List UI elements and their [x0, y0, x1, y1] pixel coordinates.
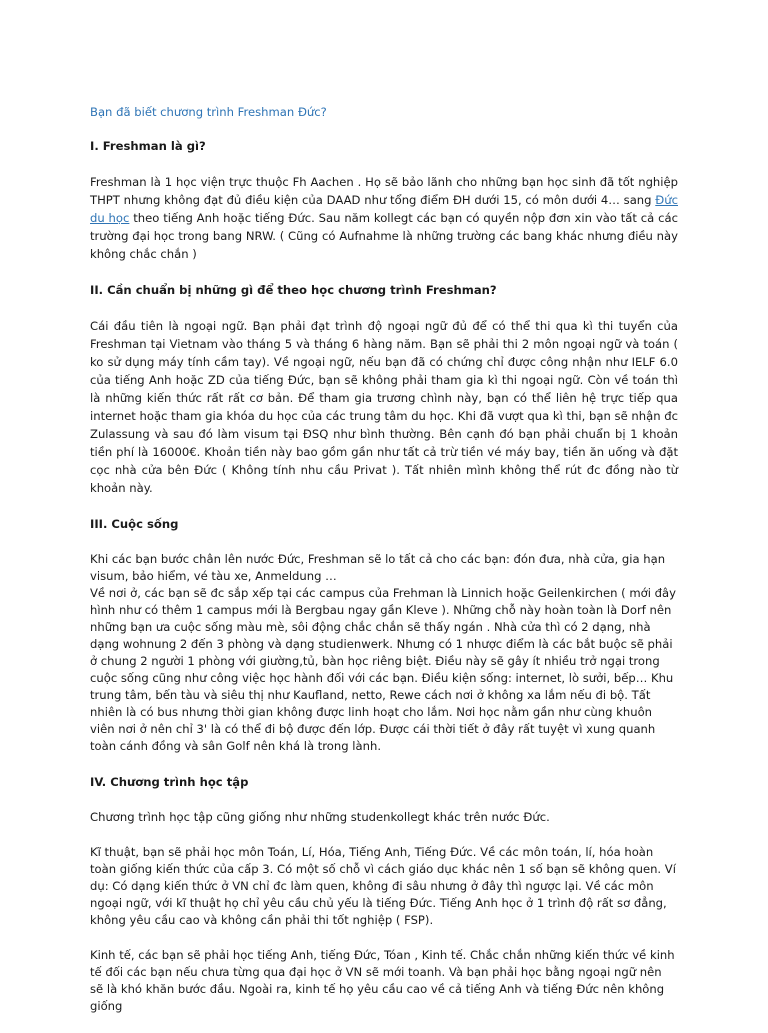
section-paragraph-study-intro: Chương trình học tập cũng giống như những studenkollegt khác trên nước Đức.	[90, 810, 550, 824]
section-paragraph-study-economics: Kinh tế, các bạn sẽ phải học tiếng Anh, tiếng Đức, Tóan , Kinh tế. Chắc chắn những kiến thức về kinh tế đối các bạn nếu chưa từng qua đại học ở VN sẽ mới toanh. Và bạn phải học bằng ngoại ngữ nên sẽ là khó khăn bước đầu. Ngoài ra, kinh tế họ yêu cầu cao về cả tiếng Anh và tiếng Đức nên không giống	[90, 948, 675, 1013]
paragraph-text: Về nơi ở, các bạn sẽ đc sắp xếp tại các campus của Frehman là Linnich hoặc Geilenkirchen ( mới đây hình như có thêm 1 campus mới là Bergbau ngay gần Kleve ). Những chỗ này hoàn toàn là Dorf nên những bạn ưa cuộc sống màu mè, sôi động chắc chắn sẽ thấy ngán . Nhà cửa thì có 2 dạng, nhà dạng wohnung 2 đến 3 phòng và dạng studienwerk. Nhưng có 1 nhược điểm là các bắt buộc sẽ phải ở chung 2 người 1 phòng với giường,tủ, bàn học riêng biệt. Điều này sẽ gây ít nhiều trở ngại trong cuộc sống cũng như công việc học hành đối với các bạn. Điều kiện sống: internet, lò sưởi, bếp… Khu trung tâm, bến tàu và siêu thị như Kaufland, netto, Rewe cách nơi ở không xa lắm nếu đi bộ. Tất nhiên là có bus nhưng thời gian không được linh hoạt cho lắm. Nơi học nằm gần như cùng khuôn viên nơi ở nên chỉ 3' là có thể đi bộ được đến lớp. Được cái thời tiết ở đây rất tuyệt vì xung quanh toàn cánh đồng và sân Golf nên khá là trong lành.	[90, 586, 676, 753]
section-paragraph-preparation: Cái đầu tiên là ngoại ngữ. Bạn phải đạt trình độ ngoại ngữ đủ để có thể thi qua kì thi tuyển của Freshman tại Vietnam vào tháng 5 và tháng 6 hàng năm. Bạn sẽ phải thi 2 môn ngoại ngữ và toán ( ko sử dụng máy tính cầm tay). Về ngoại ngữ, nếu bạn đã có chứng chỉ được công nhận như IELF 6.0 của tiếng Anh hoặc ZD của tiếng Đức, bạn sẽ không phải tham gia kì thi ngoại ngữ. Còn về toán thì là những kiến thức rất rất cơ bản. Để tham gia trương chình này, bạn có thể liên hệ trực tiếp qua internet hoặc tham gia khóa du học của các trung tâm du học. Khi đã vượt qua kì thi, bạn sẽ nhận đc Zulassung và sau đó làm visum tại ĐSQ như bình thường. Bên cạnh đó bạn phải chuẩn bị 1 khoản tiền phí là 16000€. Khoản tiền này bao gồm gần như tất cả trừ tiền vé máy bay, tiền ăn uống và đặt cọc nhà cửa bên Đức ( Không tính nhu cầu Privat ). Tất nhiên mình không thể rút đc đồng nào từ khoản này.	[90, 319, 678, 495]
paragraph-text: theo tiếng Anh hoặc tiếng Đức. Sau năm kollegt các bạn có quyền nộp đơn xin vào tất cả các trường đại học trong bang NRW. ( Cũng có Aufnahme là những trường các bang khác nhưng điều này không chắc chắn )	[90, 211, 678, 261]
section-heading-life: III. Cuộc sống	[90, 517, 179, 531]
section-paragraph-life	[90, 551, 678, 755]
paragraph-text: Freshman là 1 học viện trực thuộc Fh Aachen . Họ sẽ bảo lãnh cho những bạn học sinh đã tốt nghiệp THPT nhưng không đạt đủ điều kiện của DAAD như tổng điểm ĐH dưới 15, có môn dưới 4… sang	[90, 175, 678, 207]
paragraph-text: Khi các bạn bước chân lên nước Đức, Freshman sẽ lo tất cả cho các bạn: đón đưa, nhà cửa, gia hạn visum, bảo hiểm, vé tàu xe, Anmeldung …	[90, 552, 666, 583]
section-heading-freshman: I. Freshman là gì?	[90, 139, 206, 153]
section-heading-study: IV. Chương trình học tập	[90, 775, 249, 789]
duc-du-hoc-link[interactable]: Đức du học	[90, 193, 678, 225]
document-page	[90, 103, 678, 1033]
section-paragraph-study-technical: Kĩ thuật, bạn sẽ phải học môn Toán, Lí, Hóa, Tiếng Anh, Tiếng Đức. Về các môn toán, lí, hóa hoàn toàn giống kiến thức của cấp 3. Có một số chỗ vì cách giáo dục khác nên 1 số bạn sẽ không quen. Ví dụ: Có dạng kiến thức ở VN chỉ đc làm quen, không đi sâu nhưng ở đây thì ngược lại. Về các môn ngoại ngữ, với kĩ thuật họ chỉ yêu cầu chủ yếu là tiếng Đức. Tiếng Anh học ở 1 trình độ rất sơ đẳng, không yêu cầu cao và không cần phải thi tốt nghiệp ( FSP).	[90, 845, 676, 927]
section-heading-preparation: II. Cần chuẩn bị những gì để theo học chương trình Freshman?	[90, 283, 497, 297]
section-paragraph-freshman	[90, 173, 678, 263]
document-title: Bạn đã biết chương trình Freshman Đức?	[90, 105, 327, 119]
